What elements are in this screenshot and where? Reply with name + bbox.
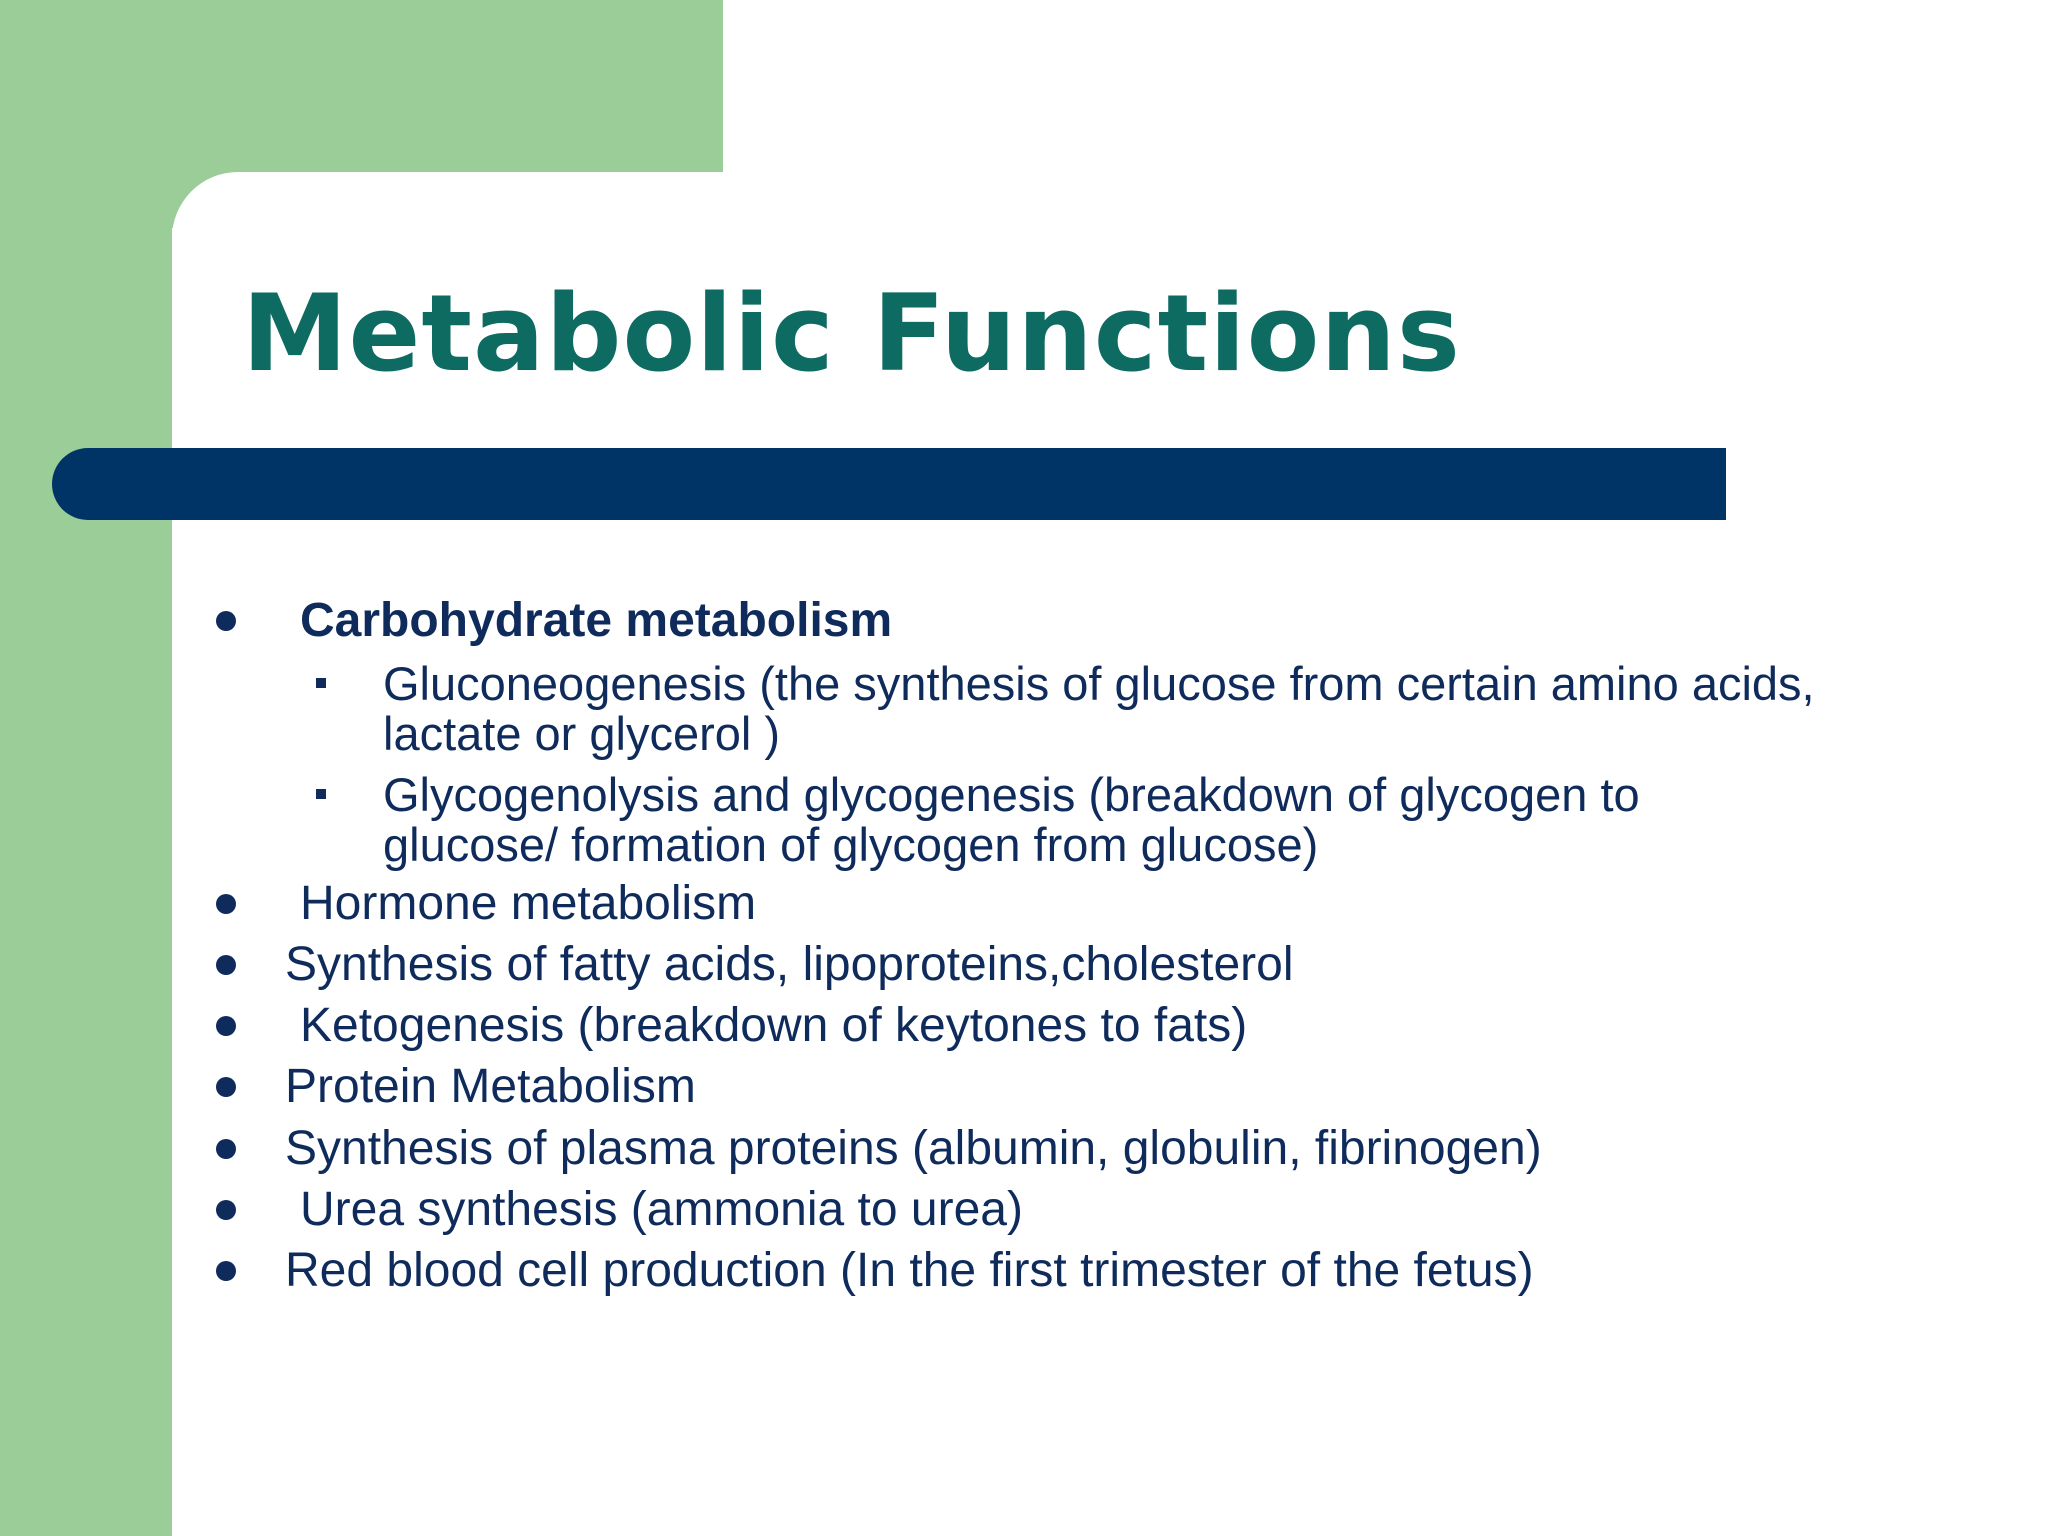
bullet-dot-icon bbox=[216, 1016, 236, 1036]
bullet-text: Red blood cell production (In the first trimester of the fetus) bbox=[285, 1244, 1534, 1297]
sub-item-text: Glycogenolysis and glycogenesis (breakdown of glycogen to glucose/ formation of glycogen from glucose) bbox=[383, 768, 1640, 871]
bullet-dot-icon bbox=[216, 955, 236, 975]
slide-title: Metabolic Functions bbox=[242, 272, 1461, 395]
bullet-text: Urea synthesis (ammonia to urea) bbox=[300, 1183, 1023, 1236]
sub-item-text: Gluconeogenesis (the synthesis of glucose from certain amino acids, lactate or glycerol ) bbox=[383, 657, 1815, 760]
bullet-dot-icon bbox=[216, 611, 236, 631]
bullet-dot-icon bbox=[216, 1261, 236, 1281]
bullet-text: Synthesis of plasma proteins (albumin, globulin, fibrinogen) bbox=[285, 1122, 1542, 1175]
bullet-dot-icon bbox=[216, 1200, 236, 1220]
bullet-dot-icon bbox=[216, 1139, 236, 1159]
bullet-dot-icon bbox=[216, 1077, 236, 1097]
bullet-text: Synthesis of fatty acids, lipoproteins,cholesterol bbox=[285, 938, 1294, 991]
bullet-text: Ketogenesis (breakdown of keytones to fats) bbox=[300, 999, 1248, 1052]
bullet-text: Protein Metabolism bbox=[285, 1060, 696, 1113]
bullet-dot-icon bbox=[216, 894, 236, 914]
square-bullet-icon bbox=[316, 789, 326, 799]
bullet-text: Carbohydrate metabolism bbox=[300, 594, 893, 647]
square-bullet-icon bbox=[316, 678, 326, 688]
bullet-text: Hormone metabolism bbox=[300, 877, 757, 930]
